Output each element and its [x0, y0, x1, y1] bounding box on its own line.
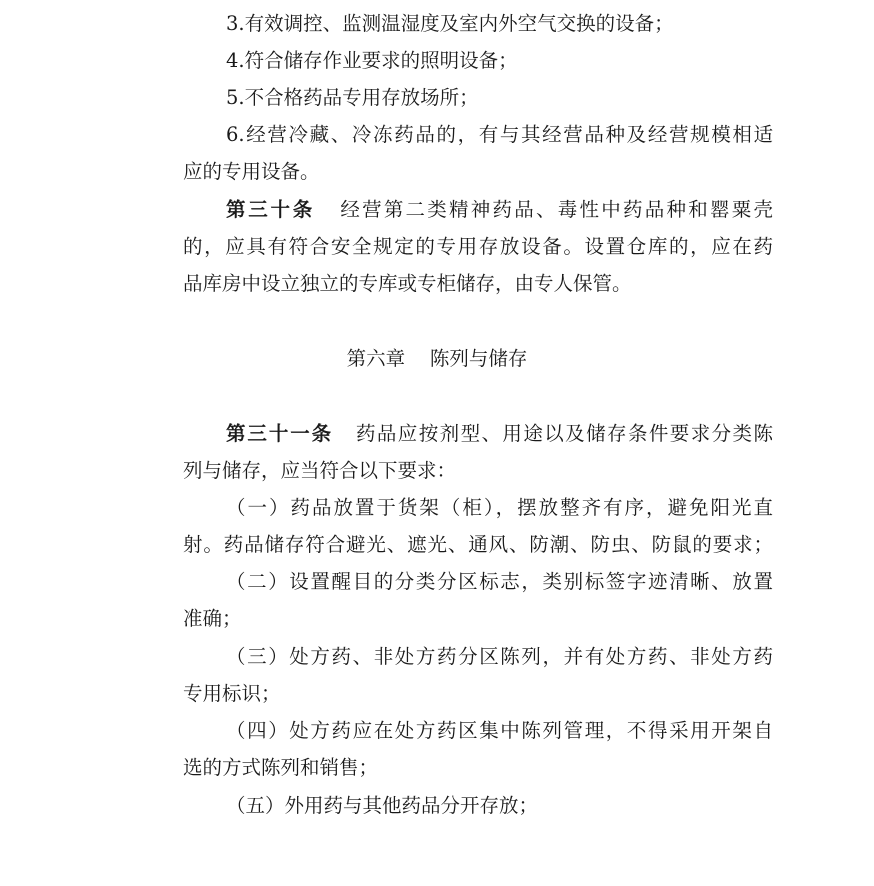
article-31-label: 第三十一条 — [226, 422, 334, 445]
list-item-6-line1: 6.经营冷藏、冷冻药品的，有与其经营品种及经营规模相适 — [226, 123, 773, 146]
article-31-line1 — [226, 422, 773, 446]
chapter-number: 第六章 — [346, 347, 406, 370]
article-30-text: 经营第二类精神药品、毒性中药品种和罂粟壳 — [340, 198, 773, 221]
requirement-1-line1: （一）药品放置于货架（柜），摆放整齐有序，避免阳光直 — [226, 496, 773, 519]
list-item-4: 4.符合储存作业要求的照明设备； — [226, 49, 518, 72]
requirement-4-line1: （四）处方药应在处方药区集中陈列管理，不得采用开架自 — [226, 719, 773, 742]
article-30-label: 第三十条 — [226, 198, 315, 221]
requirement-1-line2: 射。药品储存符合避光、遮光、通风、防潮、防虫、防鼠的要求； — [183, 533, 773, 556]
requirement-5-line1: （五）外用药与其他药品分开存放； — [226, 794, 539, 817]
article-30-line1 — [226, 198, 773, 222]
chapter-heading — [0, 347, 874, 371]
article-30-line2: 的，应具有符合安全规定的专用存放设备。设置仓库的，应在药 — [183, 235, 773, 258]
list-item-5: 5.不合格药品专用存放场所； — [226, 86, 479, 109]
requirement-2-line2: 准确； — [183, 607, 242, 630]
requirement-2-line1: （二）设置醒目的分类分区标志，类别标签字迹清晰、放置 — [226, 570, 773, 593]
list-item-3: 3.有效调控、监测温湿度及室内外空气交换的设备； — [226, 12, 674, 35]
list-item-6-line2: 应的专用设备。 — [183, 160, 320, 183]
requirement-4-line2: 选的方式陈列和销售； — [183, 756, 379, 779]
article-31-text: 药品应按剂型、用途以及储存条件要求分类陈 — [355, 422, 773, 445]
requirement-3-line2: 专用标识； — [183, 682, 281, 705]
article-31-line2: 列与储存，应当符合以下要求： — [183, 459, 457, 482]
requirement-3-line1: （三）处方药、非处方药分区陈列，并有处方药、非处方药 — [226, 645, 773, 668]
chapter-title: 陈列与储存 — [429, 347, 528, 370]
article-30-line3: 品库房中设立独立的专库或专柜储存，由专人保管。 — [183, 272, 632, 295]
